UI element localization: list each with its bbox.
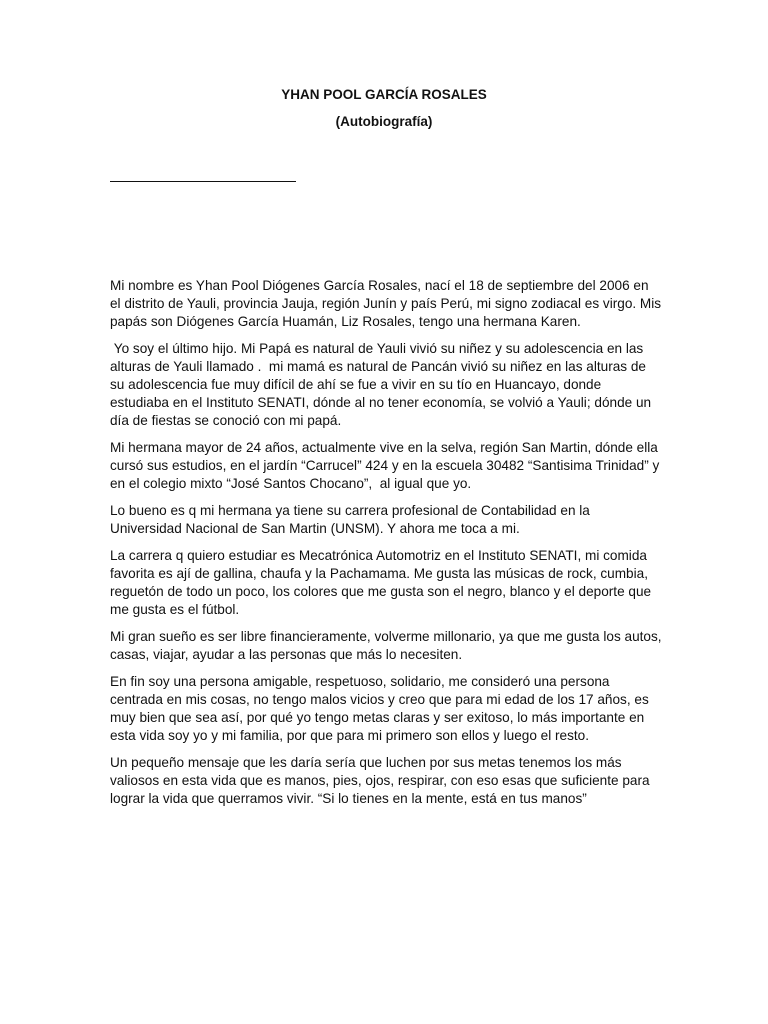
paragraph-intro: Mi nombre es Yhan Pool Diógenes García Rosales, nací el 18 de septiembre del 2006 en el distrito de Yauli, provincia Jauja, región Junín y país Perú, mi signo zodiacal es virgo. Mis papás son Diógenes García Huamán, Liz Rosales, tengo una hermana Karen. [110,278,665,329]
paragraph-career-preferences: La carrera q quiero estudiar es Mecatrónica Automotriz en el Instituto SENATI, mi comida favorita es ají de gallina, chaufa y la Pachamama. Me gusta las músicas de rock, cumbia, reguetón de todo un poco, los colores que me gusta son el negro, blanco y el deporte que me gusta es el fútbol. [110,548,655,617]
paragraph-message: Un pequeño mensaje que les daría sería que luchen por sus metas tenemos los más valiosos en esta vida que es manos, pies, ojos, respirar, con eso esas que suficiente para lograr la vida que querramos vivir. “Si lo tienes en la mente, está en tus manos” [110,755,654,806]
document-subtitle: (Autobiografía) [335,114,433,129]
document-body [110,277,666,817]
signature-line [110,181,296,182]
paragraph-family: Yo soy el último hijo. Mi Papá es natural de Yauli vivió su niñez y su adolescencia en las alturas de Yauli llamado . mi mamá es natural de Pancán vivió su niñez en las alturas de su adolescencia fue muy difícil de ahí se fue a vivir en su tío en Huancayo, donde estudiaba en el Instituto SENATI, dónde al no tener economía, se volvió a Yauli; dónde un día de fiestas se conoció con mi papá. [110,341,655,428]
paragraph-dream: Mi gran sueño es ser libre financieramente, volverme millonario, ya que me gusta los autos, casas, viajar, ayudar a las personas que más lo necesiten. [110,629,666,662]
paragraph-sister-career: Lo bueno es q mi hermana ya tiene su carrera profesional de Contabilidad en la Universidad Nacional de San Martin (UNSM). Y ahora me toca a mi. [110,503,594,536]
paragraph-sister: Mi hermana mayor de 24 años, actualmente vive en la selva, región San Martin, dónde ella cursó sus estudios, en el jardín “Carrucel” 424 y en la escuela 30482 “Santisima Trinidad” y en el colegio mixto “José Santos Chocano”, al igual que yo. [110,440,664,491]
paragraph-personality: En fin soy una persona amigable, respetuoso, solidario, me consideró una persona centrada en mis cosas, no tengo malos vicios y creo que para mi edad de los 17 años, es muy bien que sea así, por qué yo tengo metas claras y ser exitoso, lo más importante en esta vida soy yo y mi familia, por que para mi primero son ellos y luego el resto. [110,674,653,743]
document-title: YHAN POOL GARCÍA ROSALES [281,87,487,102]
